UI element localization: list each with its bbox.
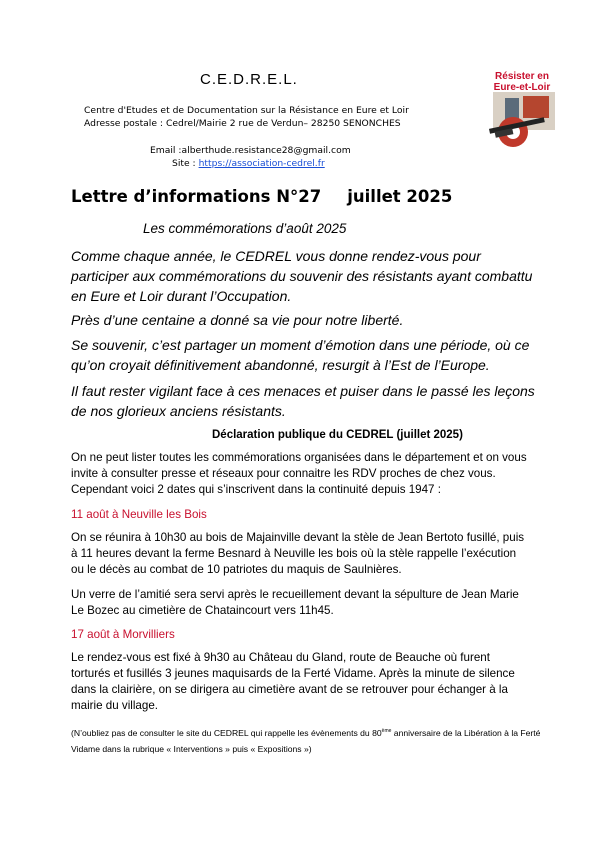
declaration-title: Déclaration publique du CEDREL (juillet 2025) bbox=[212, 429, 463, 441]
note-superscript: ème bbox=[381, 728, 392, 734]
intro-paragraph: Près d’une centaine a donné sa vie pour notre liberté. bbox=[71, 312, 404, 328]
intro-paragraph: Se souvenir, c’est partager un moment d’émotion dans une période, où ce qu’on croyait définitivement abandonné, resurgit à l’Est de l’Europe. bbox=[71, 337, 530, 373]
site-line bbox=[172, 158, 325, 169]
newsletter-headline bbox=[71, 187, 452, 206]
closing-note bbox=[71, 723, 551, 757]
event-paragraph: Un verre de l’amitié sera servi après le recueillement devant la sépulture de Jean Marie Le Bozec au cimetière de Chataincourt vers 11h45. bbox=[71, 588, 519, 617]
newsletter-subtitle: Les commémorations d’août 2025 bbox=[143, 221, 347, 236]
postal-address: Adresse postale : Cedrel/Mairie 2 rue de Verdun– 28250 SENONCHES bbox=[84, 118, 401, 129]
event-heading: 11 août à Neuville les Bois bbox=[71, 508, 207, 521]
org-full-name: Centre d'Etudes et de Documentation sur la Résistance en Eure et Loir bbox=[84, 105, 409, 116]
event-heading: 17 août à Morvilliers bbox=[71, 628, 175, 641]
note-text-end: anniversaire de la Libération à la Ferté Vidame dans la rubrique « Interventions » puis « Expositions ») bbox=[71, 727, 541, 754]
intro-paragraph: Comme chaque année, le CEDREL vous donne rendez-vous pour participer aux commémorations du souvenir des résistants ayant combattu en Eure et Loir durant l’Occupation. bbox=[71, 248, 533, 304]
event-paragraph: On se réunira à 10h30 au bois de Majainville devant la stèle de Jean Bertoto fusillé, puis à 11 heures devant la ferme Besnard à Neuville les bois où la stèle rappelle l’exécution ou le décès au combat de 10 patriotes du maquis de Saulnières. bbox=[71, 531, 525, 576]
newsletter-title: Lettre d’informations N°27 bbox=[71, 187, 322, 206]
email-line: Email :alberthude.resistance28@gmail.com bbox=[150, 145, 351, 156]
note-text-start: (N’oubliez pas de consulter le site du CEDREL qui rappelle les évènements du 80 bbox=[71, 727, 382, 738]
newsletter-date: juillet 2025 bbox=[347, 187, 453, 206]
site-link[interactable]: https://association-cedrel.fr bbox=[198, 158, 325, 169]
resistance-logo bbox=[487, 68, 557, 156]
event-paragraph: Le rendez-vous est fixé à 9h30 au Château du Gland, route de Beauche où furent torturés et fusillés 3 jeunes maquisards de la Ferté Vidame. Après la minute de silence dans la clairière, on se dirigera au cimetière avant de se retrouver pour échanger à la mairie du village. bbox=[71, 651, 515, 712]
intro-paragraph: Il faut rester vigilant face à ces menaces et puiser dans le passé les leçons de nos glorieux anciens résistants. bbox=[71, 383, 535, 419]
site-label: Site : bbox=[172, 158, 199, 169]
logo-text-line1: Résister en bbox=[495, 71, 549, 82]
logo-poster bbox=[505, 98, 519, 120]
logo-text-line2: Eure-et-Loir bbox=[493, 82, 551, 93]
org-name: C.E.D.R.E.L. bbox=[200, 71, 298, 88]
declaration-intro: On ne peut lister toutes les commémorations organisées dans le département et on vous invite à consulter presse et réseaux pour connaitre les RDV proches de chez vous. Cependant voici 2 dates qui s’inscrivent dans la continuité depuis 1947 : bbox=[71, 451, 527, 496]
logo-flag bbox=[523, 96, 549, 118]
